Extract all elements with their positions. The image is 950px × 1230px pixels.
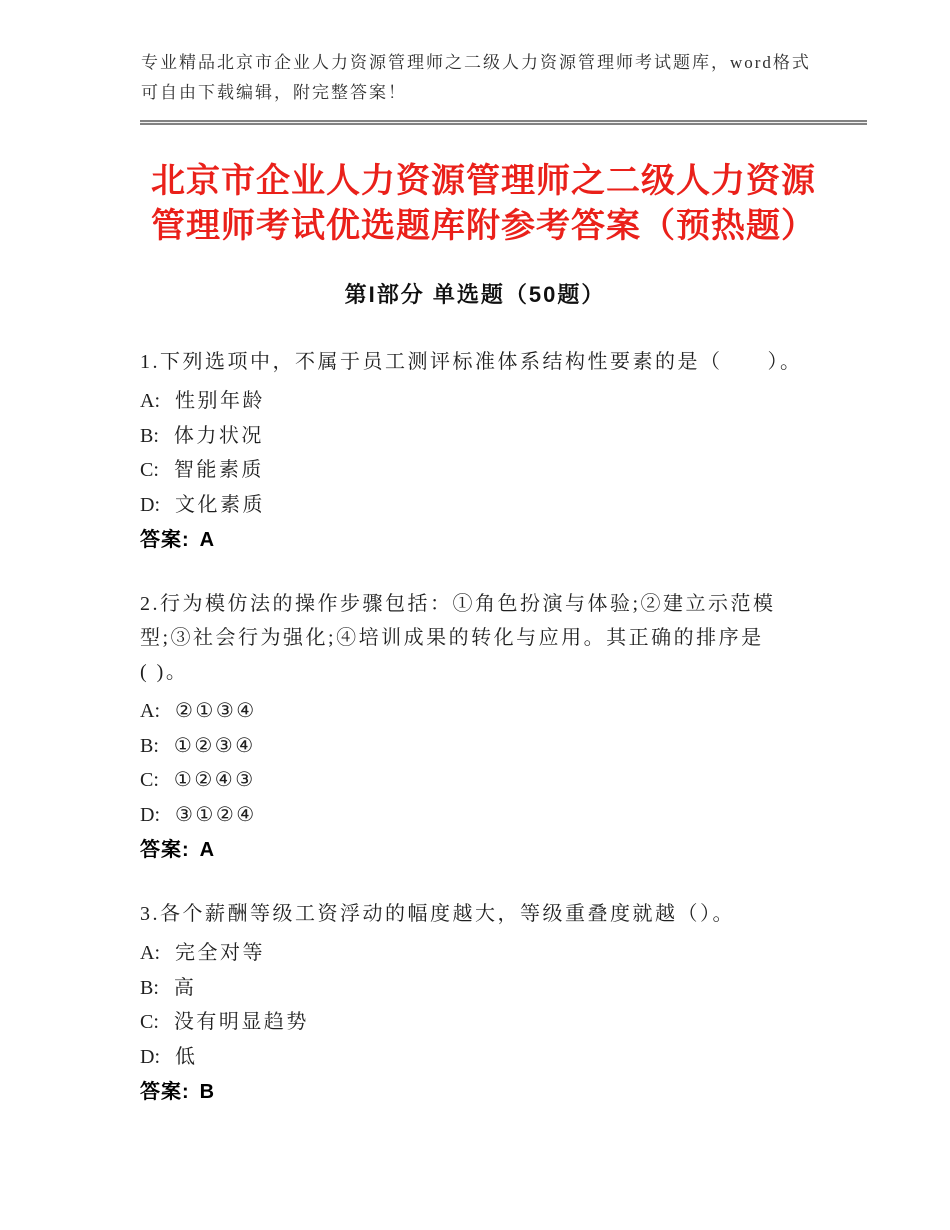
answer-value: A <box>199 839 216 861</box>
option-row <box>140 694 855 729</box>
option-text: 完全对等 <box>175 942 265 964</box>
answer-label: 答案: <box>140 1081 190 1103</box>
option-text: 低 <box>175 1045 198 1068</box>
question-text-line: 1.下列选项中，不属于员工测评标准体系结构性要素的是（ ）。 <box>140 351 803 373</box>
option-row <box>140 419 855 454</box>
option-text: 性别年龄 <box>175 390 265 412</box>
doc-title-line: 北京市企业人力资源管理师之二级人力资源 <box>151 162 816 200</box>
answer-row <box>140 522 855 558</box>
option-label: D: <box>140 493 160 516</box>
question-text-line: 型;③社会行为强化;④培训成果的转化与应用。其正确的排序是 <box>140 627 764 649</box>
question-block <box>140 587 855 868</box>
question-text-line: 3.各个薪酬等级工资浮动的幅度越大，等级重叠度就越（）。 <box>140 903 735 925</box>
question-text <box>140 345 855 379</box>
option-text: 没有明显趋势 <box>173 1011 309 1033</box>
question-text <box>140 897 855 931</box>
section-heading: 第I部分 单选题（50题） <box>344 282 606 307</box>
option-label: D: <box>140 1045 160 1068</box>
option-text: 文化素质 <box>175 493 265 516</box>
header-disclaimer-line: 专业精品北京市企业人力资源管理师之二级人力资源管理师考试题库，word格式 <box>141 53 811 72</box>
option-label: A: <box>140 390 160 412</box>
option-label: B: <box>140 424 159 447</box>
doc-title <box>151 159 890 249</box>
question-block <box>140 345 855 558</box>
answer-value: A <box>199 529 216 551</box>
option-label: C: <box>140 1011 159 1033</box>
question-text-line: 2.行为模仿法的操作步骤包括：①角色扮演与体验;②建立示范模 <box>140 593 776 615</box>
doc-title-line: 管理师考试优选题库附参考答案（预热题） <box>151 207 816 245</box>
option-text: ②①③④ <box>175 700 257 722</box>
option-row <box>140 763 855 798</box>
option-row <box>140 1040 855 1075</box>
option-text: 体力状况 <box>173 424 264 447</box>
option-label: A: <box>140 942 160 964</box>
option-label: B: <box>140 976 159 999</box>
option-text: 智能素质 <box>173 459 264 481</box>
option-row <box>140 798 855 833</box>
answer-value: B <box>199 1081 216 1103</box>
option-label: C: <box>140 459 159 481</box>
answer-label: 答案: <box>140 839 190 861</box>
option-text: 高 <box>173 976 197 999</box>
option-row <box>140 488 855 523</box>
header-divider-line <box>140 120 867 125</box>
option-text: ①②④③ <box>173 769 256 791</box>
option-row <box>140 384 855 419</box>
option-label: B: <box>140 734 159 757</box>
answer-row <box>140 832 855 868</box>
option-label: D: <box>140 803 160 826</box>
option-label: C: <box>140 769 159 791</box>
option-row <box>140 1005 855 1040</box>
header-disclaimer <box>141 48 890 108</box>
question-text-line: ( )。 <box>140 661 189 683</box>
option-row <box>140 971 855 1006</box>
option-text: ③①②④ <box>175 803 257 826</box>
questions <box>140 345 855 1110</box>
option-text: ①②③④ <box>173 734 256 757</box>
option-row <box>140 453 855 488</box>
header-disclaimer-line: 可自由下载编辑，附完整答案！ <box>141 83 407 102</box>
option-label: A: <box>140 700 160 722</box>
question-block <box>140 897 855 1110</box>
answer-row <box>140 1074 855 1110</box>
answer-label: 答案: <box>140 529 190 551</box>
option-row <box>140 729 855 764</box>
option-row <box>140 936 855 971</box>
question-text <box>140 587 855 689</box>
